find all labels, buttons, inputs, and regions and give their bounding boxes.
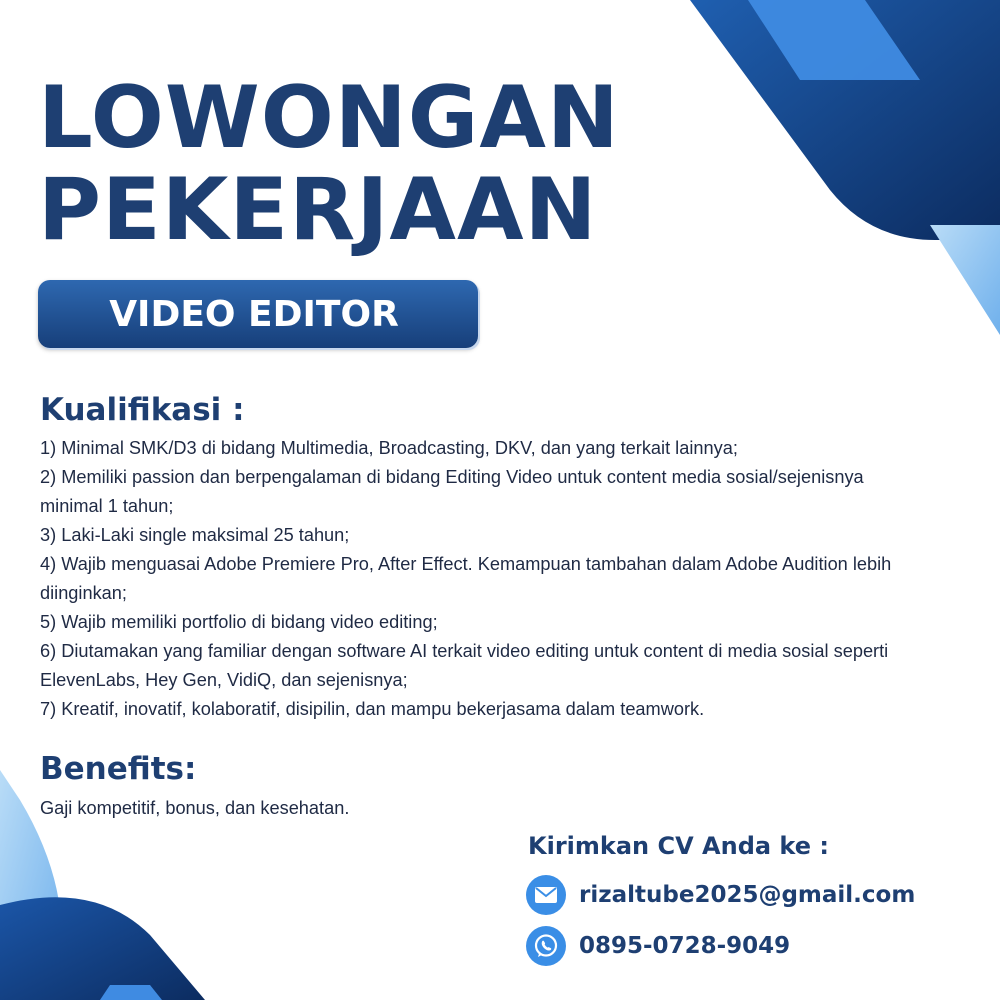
qualification-item: 4) Wajib menguasai Adobe Premiere Pro, After Effect. Kemampuan tambahan dalam Adobe Audition lebih diinginkan; bbox=[40, 554, 892, 603]
phone-number[interactable]: 0895-0728-9049 bbox=[579, 933, 791, 959]
headline-line-2: PEKERJAAN bbox=[38, 160, 598, 260]
qualification-item: 2) Memiliki passion dan berpengalaman di bidang Editing Video untuk content media sosial/sejenisnya minimal 1 tahun; bbox=[40, 467, 864, 516]
qualification-item: 5) Wajib memiliki portfolio di bidang video editing; bbox=[40, 612, 438, 632]
position-badge bbox=[38, 280, 478, 348]
headline-line-1: LOWONGAN bbox=[38, 68, 620, 168]
qualification-item: 1) Minimal SMK/D3 di bidang Multimedia, Broadcasting, DKV, dan yang terkait lainnya; bbox=[40, 438, 738, 458]
headline bbox=[38, 68, 620, 260]
qualifications-list bbox=[40, 434, 920, 724]
envelope-icon bbox=[526, 875, 566, 915]
phone-contact[interactable] bbox=[526, 926, 790, 966]
position-title: VIDEO EDITOR bbox=[109, 293, 399, 335]
qualification-item: 3) Laki-Laki single maksimal 25 tahun; bbox=[40, 525, 350, 545]
qualifications-title: Kualifikasi : bbox=[40, 392, 245, 428]
benefits-text: Gaji kompetitif, bonus, dan kesehatan. bbox=[40, 798, 350, 818]
whatsapp-icon bbox=[526, 926, 566, 966]
qualification-item: 6) Diutamakan yang familiar dengan software AI terkait video editing untuk content di media sosial seperti ElevenLabs, Hey Gen, VidiQ, dan sejenisnya; bbox=[40, 641, 889, 690]
benefits-title: Benefits: bbox=[40, 751, 197, 787]
send-cv-title: Kirimkan CV Anda ke : bbox=[528, 832, 829, 860]
qualification-item: 7) Kreatif, inovatif, kolaboratif, disipilin, dan mampu bekerjasama dalam teamwork. bbox=[40, 699, 705, 719]
email-address[interactable]: rizaltube2025@gmail.com bbox=[579, 882, 916, 908]
email-contact[interactable] bbox=[526, 875, 915, 915]
